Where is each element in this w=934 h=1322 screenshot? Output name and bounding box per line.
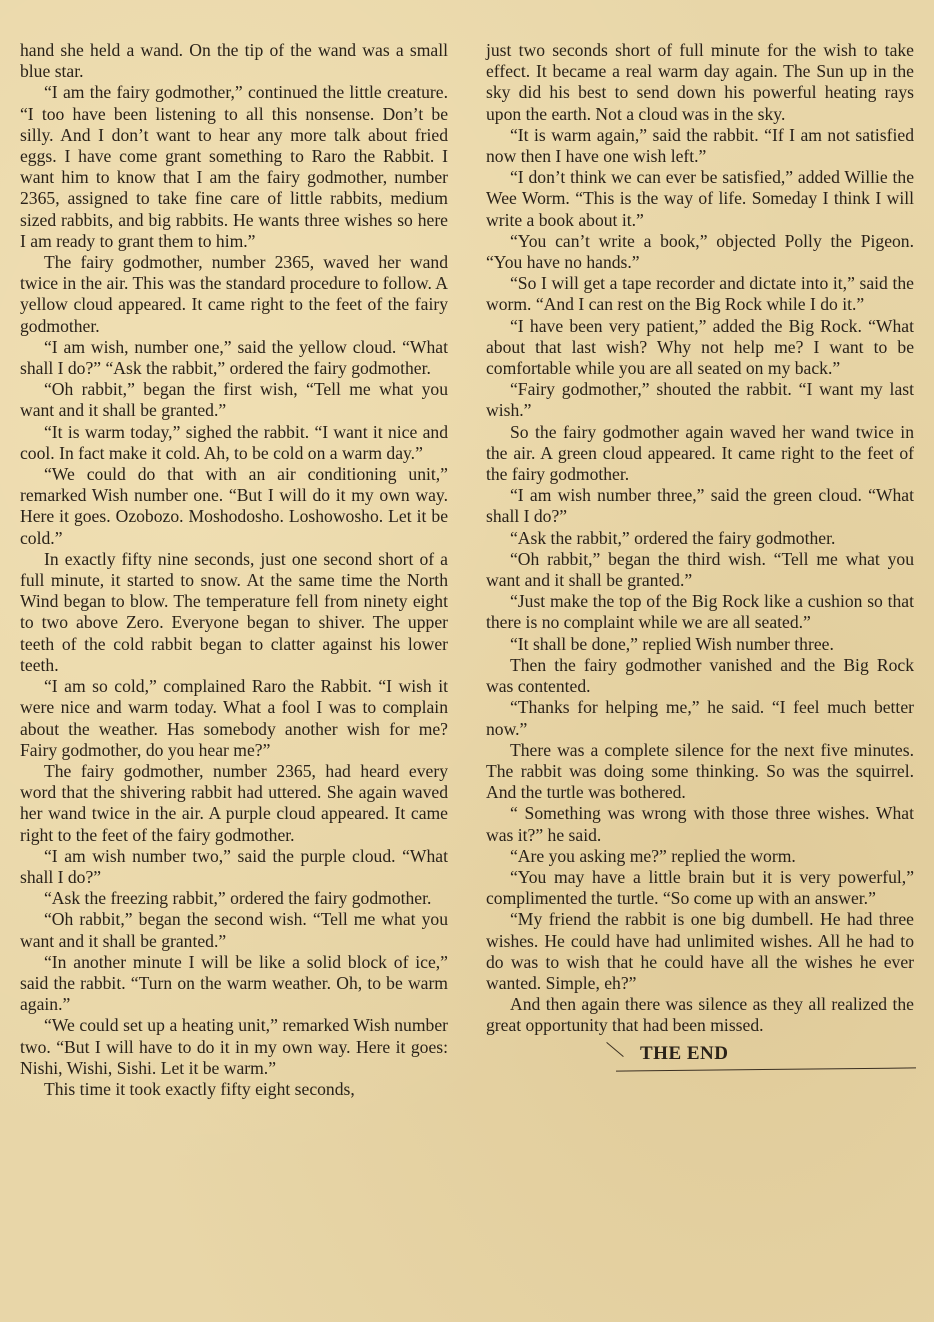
paragraph: The fairy godmother, number 2365, had heard every word that the shivering rabbit had uttered. She again waved her wand twice in the air. A purple cloud appeared. It came right to the feet of the fairy godmother. (20, 760, 448, 845)
paragraph: “Ask the rabbit,” ordered the fairy godmother. (510, 527, 836, 548)
text-columns (20, 40, 914, 1100)
end-marker (486, 1043, 914, 1083)
paragraph: “So I will get a tape recorder and dictate into it,” said the worm. “And I can rest on the Big Rock while I do it.” (486, 273, 914, 315)
paragraph: “I am the fairy godmother,” continued the little creature. “I too have been listening to all this nonsense. Don’t be silly. And I don’t want to hear any more talk about fried eggs. I have come grant something to Raro the Rabbit. I want him to know that I am the fairy godmother, number 2365, assigned to take fine care of little rabbits, medium sized rabbits, and big rabbits. He wants three wishes so here I am ready to grant them to him.” (20, 82, 448, 251)
paragraph: just two seconds short of full minute for the wish to take effect. It became a real warm day again. The Sun up in the sky did his best to send down his powerful heating rays upon the earth. Not a cloud was in the sky. (486, 40, 914, 124)
paragraph: “I have been very patient,” added the Big Rock. “What about that last wish? Why not help me? I want to be comfortable while you are all seated on my back.” (486, 315, 914, 379)
paragraph: “I am so cold,” complained Raro the Rabbit. “I wish it were nice and warm today. What a fool I was to complain about the weather. Has somebody another wish for me? Fairy godmother, do you hear me?” (20, 676, 448, 760)
end-decoration (606, 1042, 623, 1057)
paragraph: And then again there was silence as they all realized the great opportunity that had been missed. (486, 994, 914, 1036)
end-label: THE END (640, 1042, 729, 1064)
paragraph: So the fairy godmother again waved her wand twice in the air. A green cloud appeared. It came right to the feet of the fairy godmother. (486, 421, 914, 485)
paragraph: Then the fairy godmother vanished and the Big Rock was contented. (486, 654, 914, 697)
paragraph: “Oh rabbit,” began the first wish, “Tell me what you want and it shall be granted.” (20, 379, 448, 421)
paragraph: “Are you asking me?” replied the worm. (510, 845, 796, 866)
end-rule (616, 1067, 916, 1071)
paragraph: In exactly fifty nine seconds, just one second short of a full minute, it started to snow. At the same time the North Wind began to blow. The temperature fell from ninety eight to two above Zero. Everyone began to shiver. The upper teeth of the cold rabbit began to clatter against his lower teeth. (20, 548, 448, 675)
paragraph: “Just make the top of the Big Rock like a cushion so that there is no complaint while we are all seated.” (486, 591, 914, 633)
paragraph: “It is warm today,” sighed the rabbit. “I want it nice and cool. In fact make it cold. Ah, to be cold on a warm day.” (20, 421, 448, 463)
paragraph: “In another minute I will be like a solid block of ice,” said the rabbit. “Turn on the warm weather. Oh, to be warm again.” (20, 951, 448, 1015)
paragraph: “I am wish, number one,” said the yellow cloud. “What shall I do?” “Ask the rabbit,” ordered the fairy godmother. (20, 336, 448, 379)
paragraph: There was a complete silence for the next five minutes. The rabbit was doing some thinking. So was the squirrel. And the turtle was bothered. (486, 739, 914, 803)
paragraph: “You may have a little brain but it is very powerful,” complimented the turtle. “So come up with an answer.” (486, 866, 914, 909)
paragraph: “It shall be done,” replied Wish number three. (510, 633, 834, 654)
paragraph: “You can’t write a book,” objected Polly the Pigeon. “You have no hands.” (486, 230, 914, 273)
paragraph: “Fairy godmother,” shouted the rabbit. “I want my last wish.” (486, 379, 914, 421)
paragraph: “Oh rabbit,” began the third wish. “Tell me what you want and it shall be granted.” (486, 548, 914, 591)
paragraph: “Thanks for helping me,” he said. “I feel much better now.” (486, 697, 914, 739)
paragraph: “Oh rabbit,” began the second wish. “Tell me what you want and it shall be granted.” (20, 909, 448, 951)
paragraph: “I don’t think we can ever be satisfied,” added Willie the Wee Worm. “This is the way of life. Someday I think I will write a book about it.” (486, 167, 914, 230)
paragraph: “Ask the freezing rabbit,” ordered the fairy godmother. (44, 888, 432, 909)
paragraph: The fairy godmother, number 2365, waved her wand twice in the air. This was the standard procedure to follow. A yellow cloud appeared. It came right to the feet of the fairy godmother. (20, 252, 449, 336)
paragraph: “ Something was wrong with those three wishes. What was it?” he said. (486, 803, 914, 845)
right-column (486, 40, 914, 1100)
paragraph: This time it took exactly fifty eight seconds, (44, 1078, 355, 1099)
paragraph: “It is warm again,” said the rabbit. “If I am not satisfied now then I have one wish left.” (486, 124, 914, 167)
paragraph: “We could do that with an air conditioning unit,” remarked Wish number one. “But I will do it my own way. Here it goes. Ozobozo. Moshodosho. Loshowosho. Let it be cold.” (20, 464, 448, 548)
paragraph: “I am wish number two,” said the purple cloud. “What shall I do?” (20, 845, 448, 887)
paragraph: “I am wish number three,” said the green cloud. “What shall I do?” (486, 485, 914, 527)
paragraph: hand she held a wand. On the tip of the wand was a small blue star. (20, 40, 448, 82)
paragraph: “We could set up a heating unit,” remarked Wish number two. “But I will have to do it in my own way. Here it goes: Nishi, Wishi, Sishi. Let it be warm.” (20, 1015, 448, 1078)
paragraph: “My friend the rabbit is one big dumbell. He had three wishes. He could have had unlimited wishes. All he had to do was to wish that he could have all the wishes he ever wanted. Simple, eh?” (486, 909, 914, 993)
left-column (20, 40, 448, 1100)
